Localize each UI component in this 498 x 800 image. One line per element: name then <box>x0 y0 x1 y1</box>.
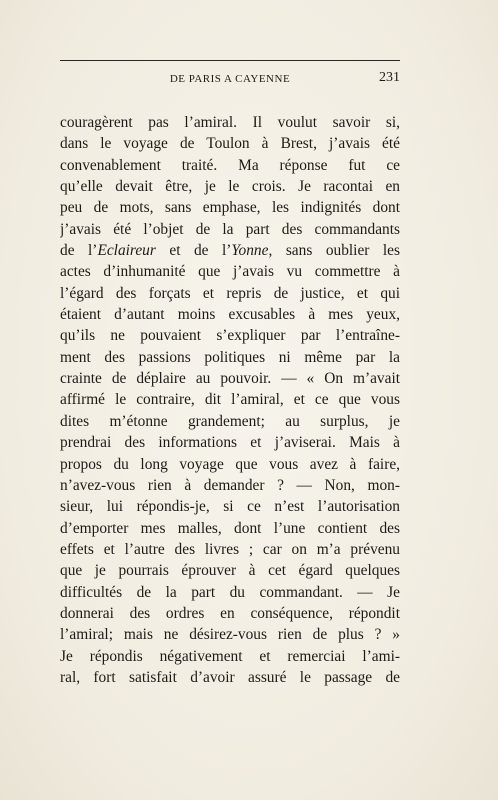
page-number: 231 <box>379 70 400 85</box>
text-line <box>60 432 400 453</box>
text-segment: difficultés de la part du commandant. — Je <box>60 583 400 601</box>
text-line <box>60 603 400 624</box>
italic-text: Yonne <box>231 242 269 260</box>
text-line <box>60 240 400 261</box>
text-line <box>60 197 400 218</box>
text-segment: convenablement traité. Ma réponse fut ce <box>60 156 400 174</box>
text-line <box>60 475 400 496</box>
text-line <box>60 667 400 688</box>
text-line <box>60 411 400 432</box>
text-segment: effets et l’autre des livres ; car on m’a prévenu <box>60 540 400 558</box>
text-segment: étaient d’autant moins excusables à mes yeux, <box>60 306 400 324</box>
text-segment: dans le voyage de Toulon à Brest, j’avais été <box>60 135 400 153</box>
text-segment: peu de mots, sans emphase, les indignités dont <box>60 199 400 217</box>
text-segment: qu’ils ne pouvaient s’expliquer par l’entraîne- <box>60 327 400 345</box>
text-line <box>60 560 400 581</box>
text-segment: crainte de déplaire au pouvoir. — « On m’avait <box>60 370 400 388</box>
text-segment: n’avez-vous rien à demander ? — Non, mon- <box>60 476 400 494</box>
text-line <box>60 155 400 176</box>
text-line <box>60 347 400 368</box>
text-line <box>60 304 400 325</box>
text-segment: l’égard des forçats et repris de justice, et qui <box>60 284 400 302</box>
running-head <box>60 70 400 90</box>
text-segment: qu’elle devait être, je le crois. Je racontai en <box>60 178 400 196</box>
text-segment: que je pourrais éprouver à cet égard quelques <box>60 562 400 580</box>
text-segment: couragèrent pas l’amiral. Il voulut savoir si, <box>60 114 400 131</box>
text-segment: Je répondis négativement et remerciai l’ami- <box>60 647 400 665</box>
text-line <box>60 325 400 346</box>
header-rule <box>60 60 400 61</box>
text-line <box>60 133 400 154</box>
running-title: DE PARIS A CAYENNE <box>169 73 291 85</box>
text-segment: et de l’ <box>155 242 232 260</box>
text-segment: ment des passions politiques ni même par la <box>60 348 400 366</box>
text-line <box>60 624 400 645</box>
text-line <box>60 368 400 389</box>
text-line <box>60 646 400 667</box>
text-segment: actes d’inhumanité que j’avais vu commettre à <box>60 263 400 281</box>
text-line <box>60 454 400 475</box>
text-line <box>60 219 400 240</box>
italic-text: Eclaireur <box>97 242 156 260</box>
text-segment: dites m’étonne grandement; au surplus, je <box>60 412 400 430</box>
text-line <box>60 283 400 304</box>
text-segment: affirmé le contraire, dit l’amiral, et ce que vous <box>60 391 400 409</box>
text-segment: prendrai des informations et j’aviserai. Mais à <box>60 434 400 452</box>
text-segment: de l’ <box>60 242 98 260</box>
text-line <box>60 582 400 603</box>
text-segment: donnerai des ordres en conséquence, répondit <box>60 604 400 622</box>
text-segment: j’avais été l’objet de la part des commandants <box>60 220 400 238</box>
text-line <box>60 539 400 560</box>
text-line <box>60 496 400 517</box>
text-line <box>60 176 400 197</box>
body-text <box>60 112 400 688</box>
text-line <box>60 518 400 539</box>
text-line <box>60 389 400 410</box>
text-segment: propos du long voyage que vous avez à faire, <box>60 455 400 473</box>
text-line <box>60 112 400 133</box>
text-segment: l’amiral; mais ne désirez-vous rien de plus ? » <box>60 626 400 644</box>
text-segment: d’emporter mes malles, dont l’une contient des <box>60 519 400 537</box>
text-segment: ral, fort satisfait d’avoir assuré le passage de <box>60 668 400 686</box>
text-segment: , sans oublier les <box>268 242 400 260</box>
text-segment: sieur, lui répondis-je, si ce n’est l’autorisation <box>60 498 400 516</box>
text-line <box>60 261 400 282</box>
